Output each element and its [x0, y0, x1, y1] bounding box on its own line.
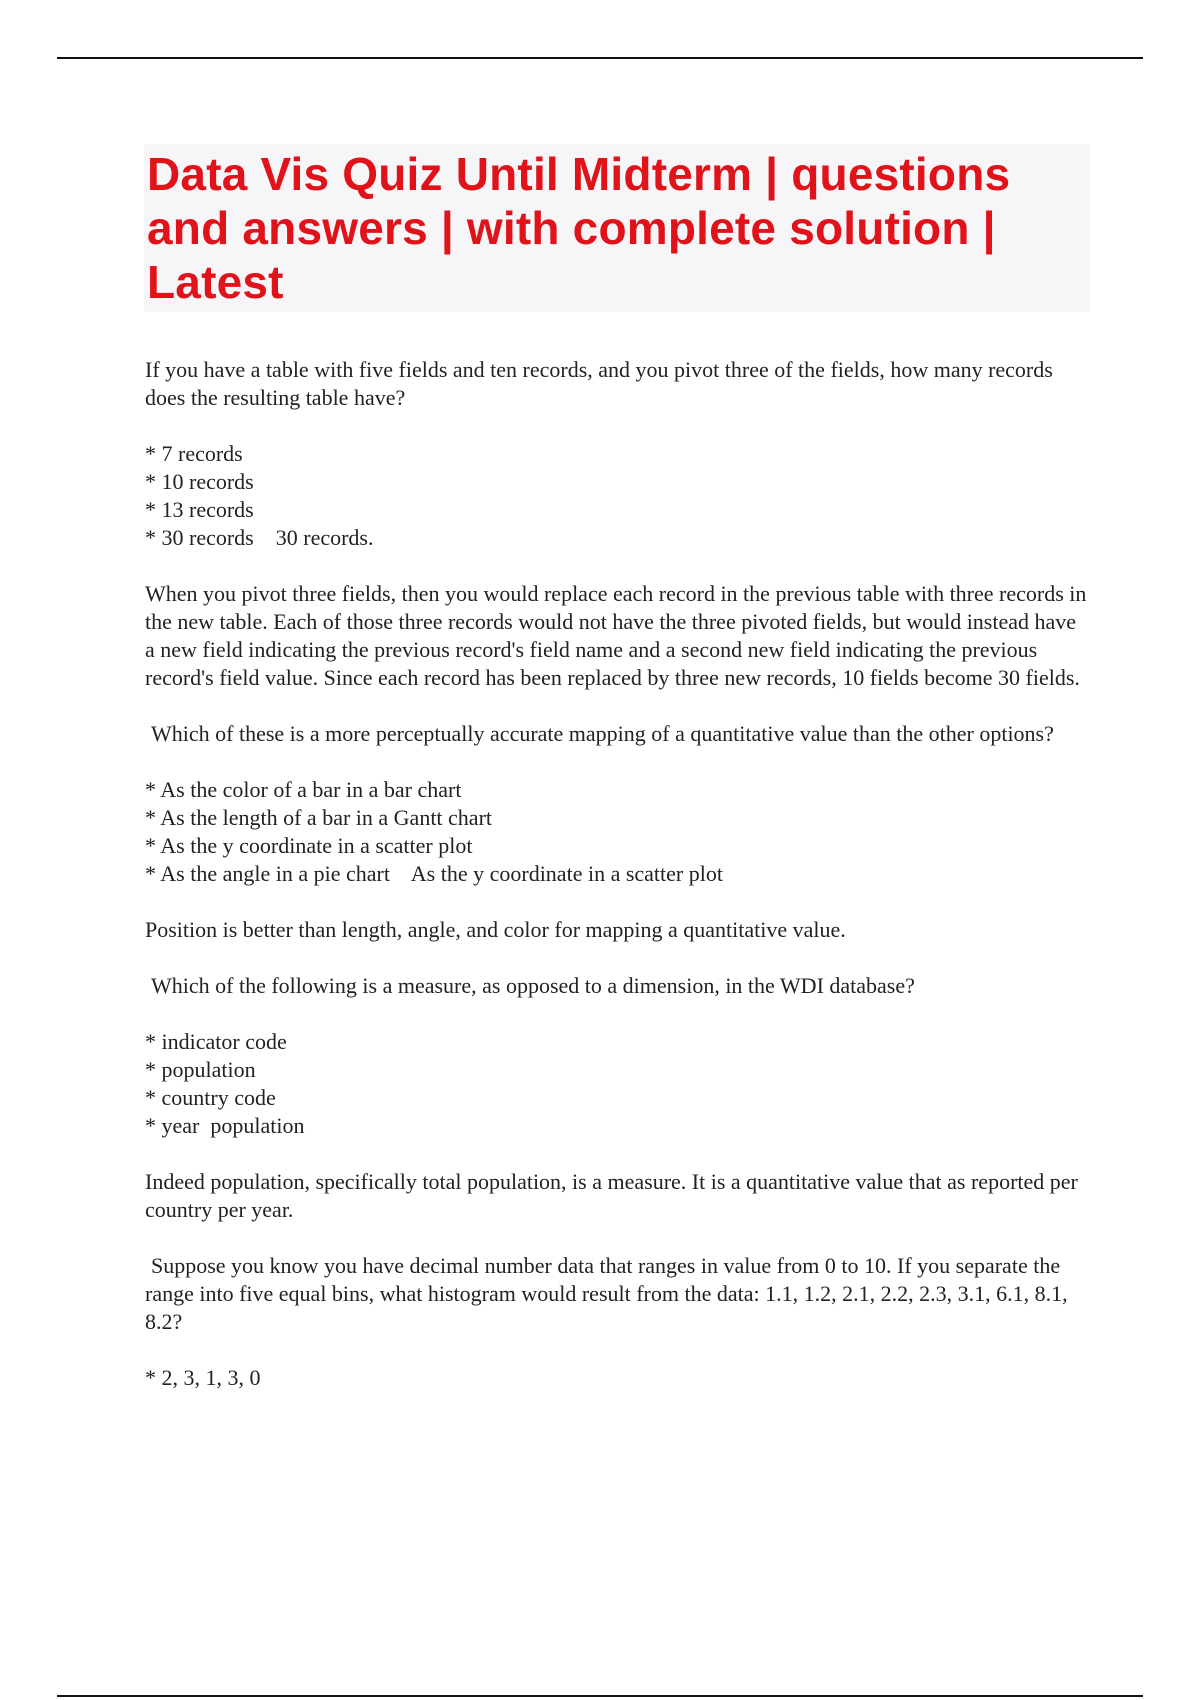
question-3-explanation: Indeed population, specifically total population, is a measure. It is a quantitative value that as reported per country per year.	[145, 1169, 1078, 1222]
question-2-text: Which of these is a more perceptually accurate mapping of a quantitative value than the other options?	[151, 721, 1054, 746]
option-item: * 10 records	[145, 469, 254, 494]
option-item-with-answer	[145, 860, 1090, 888]
footer-rule	[57, 1695, 1143, 1697]
option-item: * 30 records	[145, 525, 254, 550]
option-item: * indicator code	[145, 1029, 287, 1054]
option-item: * As the length of a bar in a Gantt chart	[145, 805, 493, 830]
question-2-explanation: Position is better than length, angle, and color for mapping a quantitative value.	[145, 917, 846, 942]
question-1-options	[145, 440, 1090, 552]
option-item-with-answer	[145, 1112, 1090, 1140]
option-item: * As the angle in a pie chart	[145, 861, 390, 886]
document-body	[145, 356, 1090, 1420]
option-item: * year	[145, 1113, 200, 1138]
answer-text: As the y coordinate in a scatter plot	[410, 861, 723, 886]
question-1-text: If you have a table with five fields and ten records, and you pivot three of the fields, how many records does the resulting table have?	[145, 357, 1053, 410]
option-item: * As the color of a bar in a bar chart	[145, 777, 462, 802]
option-item: * population	[145, 1057, 256, 1082]
question-3-text: Which of the following is a measure, as opposed to a dimension, in the WDI database?	[151, 973, 915, 998]
option-item-with-answer	[145, 524, 1090, 552]
option-item: * 2, 3, 1, 3, 0	[145, 1365, 261, 1390]
header-rule	[57, 57, 1143, 59]
question-1-explanation: When you pivot three fields, then you would replace each record in the previous table with three records in the new table. Each of those three records would not have the three pivoted fields, but would instead have a new field indicating the previous record's field name and a second new field indicating the previous record's field value. Since each record has been replaced by three new records, 10 fields become 30 fields.	[145, 581, 1087, 690]
document-title: Data Vis Quiz Until Midterm | questions and answers | with complete solution | Latest	[147, 148, 1011, 308]
answer-text: 30 records.	[275, 525, 374, 550]
answer-text: population	[210, 1113, 305, 1138]
question-4-text: Suppose you know you have decimal number data that ranges in value from 0 to 10. If you separate the range into five equal bins, what histogram would result from the data: 1.1, 1.2, 2.1, 2.2, 2.3, 3.1, 6.1, 8.1, 8.2?	[145, 1253, 1068, 1334]
option-item: * As the y coordinate in a scatter plot	[145, 833, 473, 858]
title-banner	[144, 144, 1090, 312]
option-item: * country code	[145, 1085, 276, 1110]
option-item: * 13 records	[145, 497, 254, 522]
question-4-options	[145, 1364, 1090, 1392]
option-item: * 7 records	[145, 441, 243, 466]
question-2-options	[145, 776, 1090, 888]
question-3-options	[145, 1028, 1090, 1140]
